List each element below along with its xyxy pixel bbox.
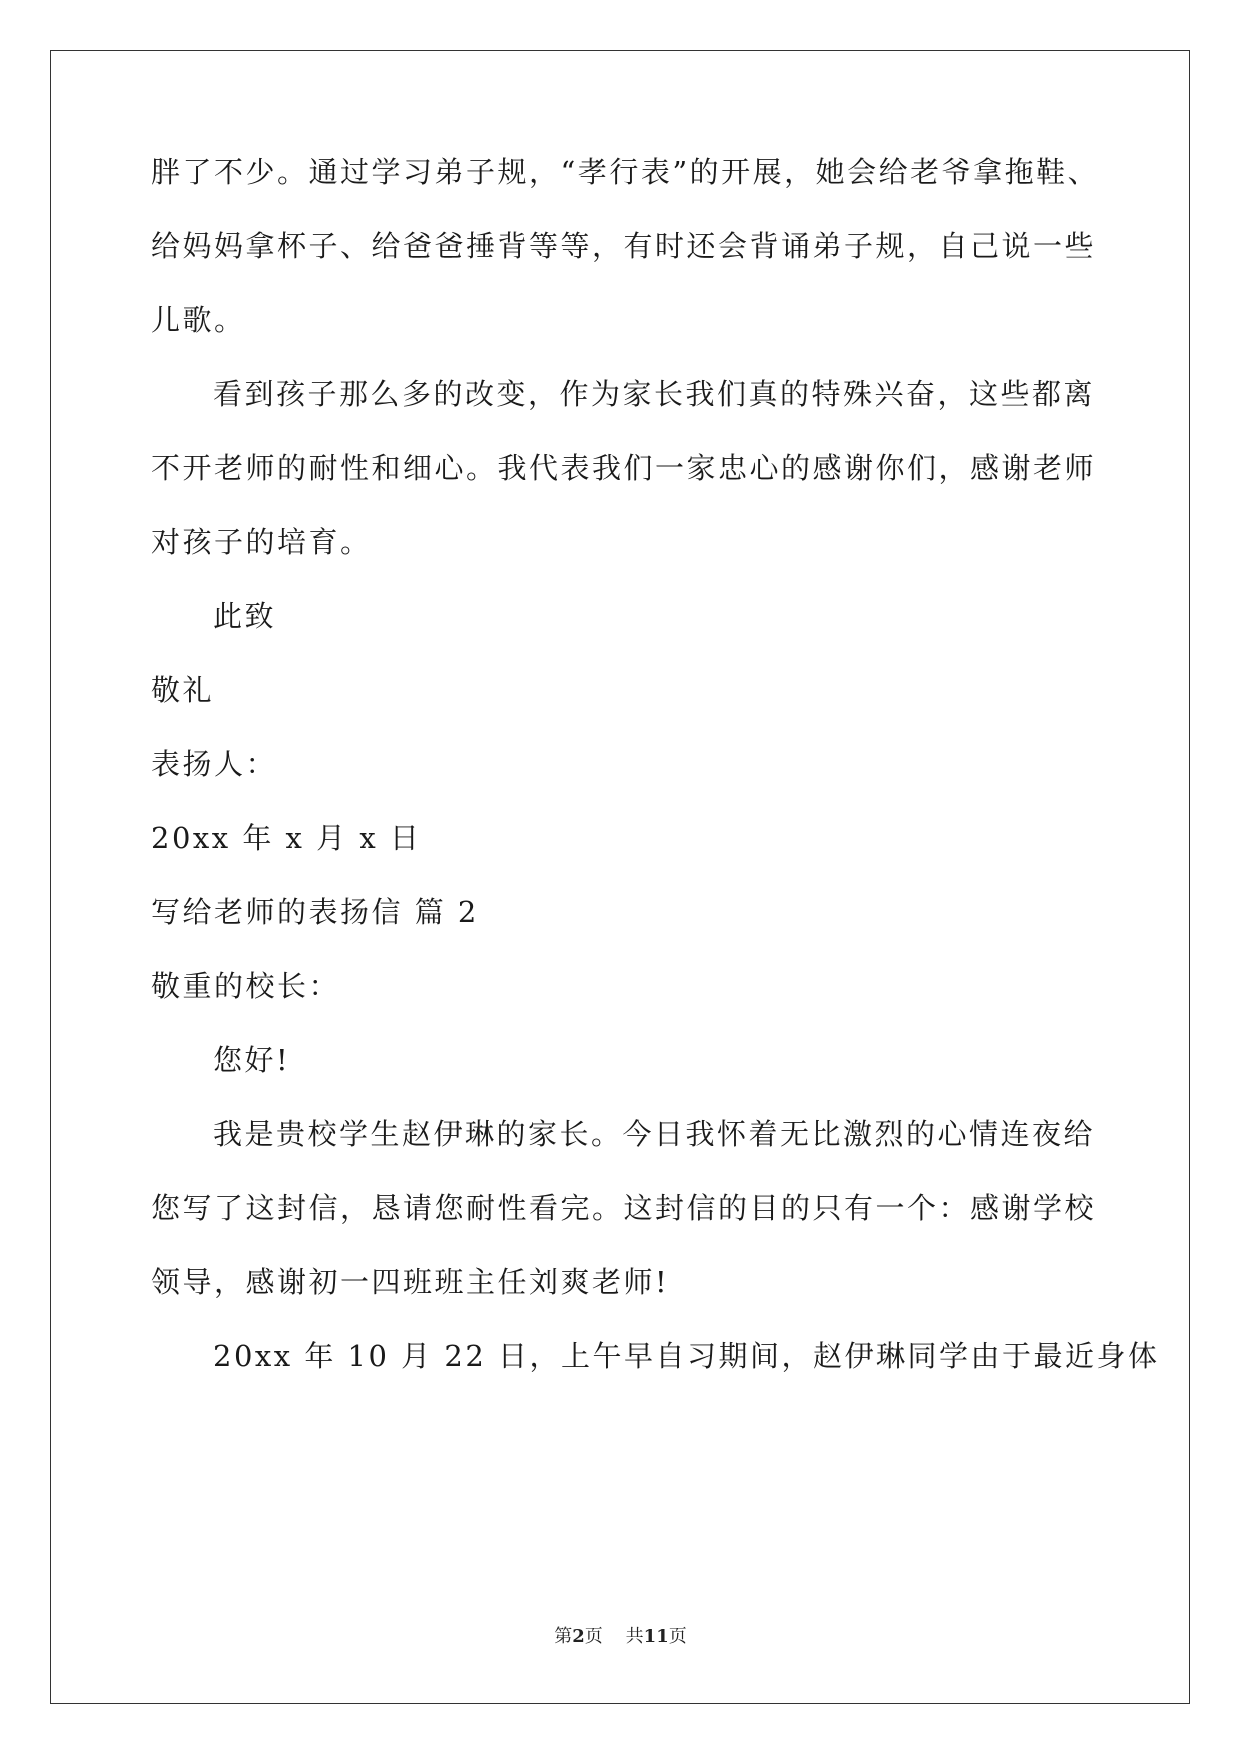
total-page-count: 11 [643, 1626, 669, 1647]
closing-salutation: 此致 [213, 599, 277, 633]
section-title: 写给老师的表扬信 篇 2 [151, 895, 479, 929]
text-line: 儿歌。 [151, 303, 246, 337]
paragraph-first-line: 看到孩子那么多的改变，作为家长我们真的特殊兴奋，这些都离 [213, 377, 1096, 411]
closing-regards: 敬礼 [151, 673, 215, 707]
letter-greeting: 敬重的校长： [151, 969, 341, 1003]
text-line: 对孩子的培育。 [151, 525, 372, 559]
signature-label: 表扬人： [151, 747, 278, 781]
page-border [50, 50, 1190, 1704]
text-line: 给妈妈拿杯子、给爸爸捶背等等，有时还会背诵弟子规，自己说一些 [151, 229, 1097, 263]
footer-total-prefix: 共 [625, 1626, 644, 1647]
page-footer [0, 1622, 1241, 1648]
footer-page-unit: 页 [584, 1626, 603, 1647]
text-line: 不开老师的耐性和细心。我代表我们一家忠心的感谢你们，感谢老师 [151, 451, 1097, 485]
text-line: 胖了不少。通过学习弟子规，“孝行表”的开展，她会给老爷拿拖鞋、 [151, 155, 1100, 189]
text-line: 领导，感谢初一四班班主任刘爽老师! [151, 1265, 670, 1299]
paragraph-first-line: 我是贵校学生赵伊琳的家长。今日我怀着无比激烈的心情连夜给 [213, 1117, 1096, 1151]
paragraph-first-line: 20xx 年 10 月 22 日，上午早自习期间，赵伊琳同学由于最近身体 [213, 1339, 1160, 1373]
current-page-number: 2 [572, 1626, 585, 1647]
letter-date: 20xx 年 x 月 x 日 [151, 821, 422, 855]
footer-total-unit: 页 [668, 1626, 687, 1647]
footer-prefix: 第 [554, 1626, 573, 1647]
letter-hello: 您好! [213, 1043, 291, 1077]
text-line: 您写了这封信，恳请您耐性看完。这封信的目的只有一个：感谢学校 [151, 1191, 1097, 1225]
